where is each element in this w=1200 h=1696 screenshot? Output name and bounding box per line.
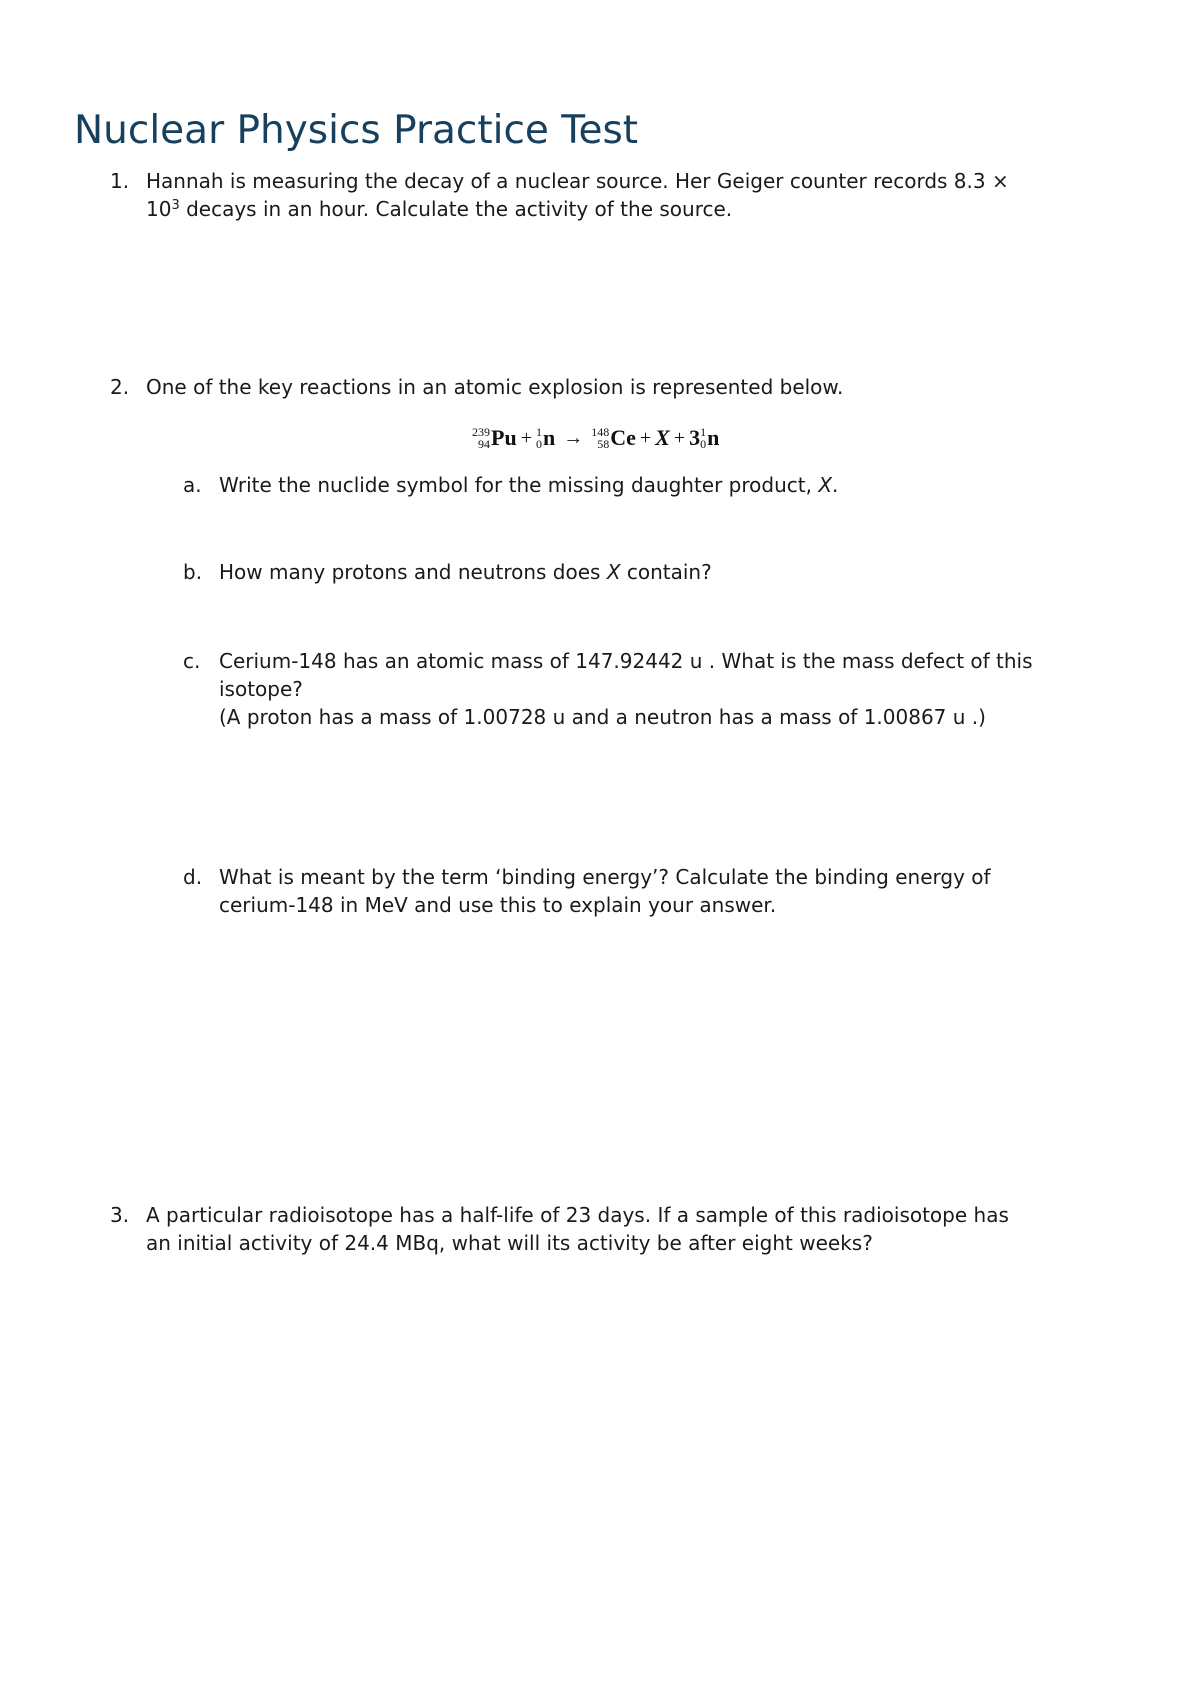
question-number: 3. [110,1203,130,1227]
unknown-product: X [655,425,670,450]
plus-sign: + [520,426,532,449]
plus-sign: + [639,426,652,449]
plus-sign: + [673,426,686,449]
question-line [146,195,1009,223]
nuclide-neutron [536,425,555,451]
mass-number: 1 [535,425,542,439]
subquestion-text [219,647,1033,731]
nuclide-cerium [591,425,636,451]
question-line: an initial activity of 24.4 MBq, what will its activity be after eight weeks? [146,1231,873,1255]
power-base: 10 [146,197,172,221]
subquestion-text [219,471,838,499]
element-symbol: n [707,425,720,450]
subquestion-label: c. [183,649,201,673]
question-number: 1. [110,169,130,193]
variable-x: X [818,473,833,497]
atomic-number: 58 [597,437,610,451]
subquestion-label: a. [183,473,202,497]
question-number: 2. [110,375,130,399]
variable-x: X [606,560,621,584]
subquestion-label: d. [183,865,203,889]
atomic-number: 0 [700,437,707,451]
element-symbol: Ce [610,425,636,450]
subquestion-line: isotope? [219,677,303,701]
mass-number: 1 [700,425,707,439]
punctuation: . [832,473,839,497]
subquestion-line: Cerium-148 has an atomic mass of 147.92442 u . What is the mass defect of this [219,649,1033,673]
question-text [146,1201,1009,1257]
subquestion-line: What is meant by the term ‘binding energy’? Calculate the binding energy of [219,865,991,889]
subquestion-text-part: Write the nuclide symbol for the missing daughter product, [219,473,819,497]
element-symbol: n [542,425,556,450]
subquestion-line: (A proton has a mass of 1.00728 u and a neutron has a mass of 1.00867 u .) [219,705,986,729]
question-text: One of the key reactions in an atomic explosion is represented below. [146,375,844,399]
element-symbol: Pu [491,425,517,450]
atomic-number: 94 [478,437,490,451]
question-line: A particular radioisotope has a half-life of 23 days. If a sample of this radioisotope has [146,1203,1009,1227]
subquestion-text [219,558,712,586]
subquestion-text [219,863,991,919]
subquestion-text-part: How many protons and neutrons does [219,560,607,584]
question-line: Hannah is measuring the decay of a nuclear source. Her Geiger counter records 8.3 × [146,169,1009,193]
question-line-rest: decays in an hour. Calculate the activity of the source. [179,197,733,221]
subquestion-line: cerium-148 in MeV and use this to explain your answer. [219,893,777,917]
nuclear-equation [472,418,719,458]
question-text [146,167,1009,223]
mass-number: 239 [472,425,490,439]
mass-number: 148 [591,425,610,439]
subquestion-label: b. [183,560,203,584]
atomic-number: 0 [535,437,542,451]
nuclide-neutron [700,425,719,451]
subquestion-text-part: contain? [620,560,712,584]
power-exponent: 3 [171,198,180,213]
nuclide-plutonium [472,425,517,451]
neutron-coefficient: 3 [689,425,701,450]
page-title: Nuclear Physics Practice Test [74,108,639,153]
reaction-arrow: → [563,426,584,449]
